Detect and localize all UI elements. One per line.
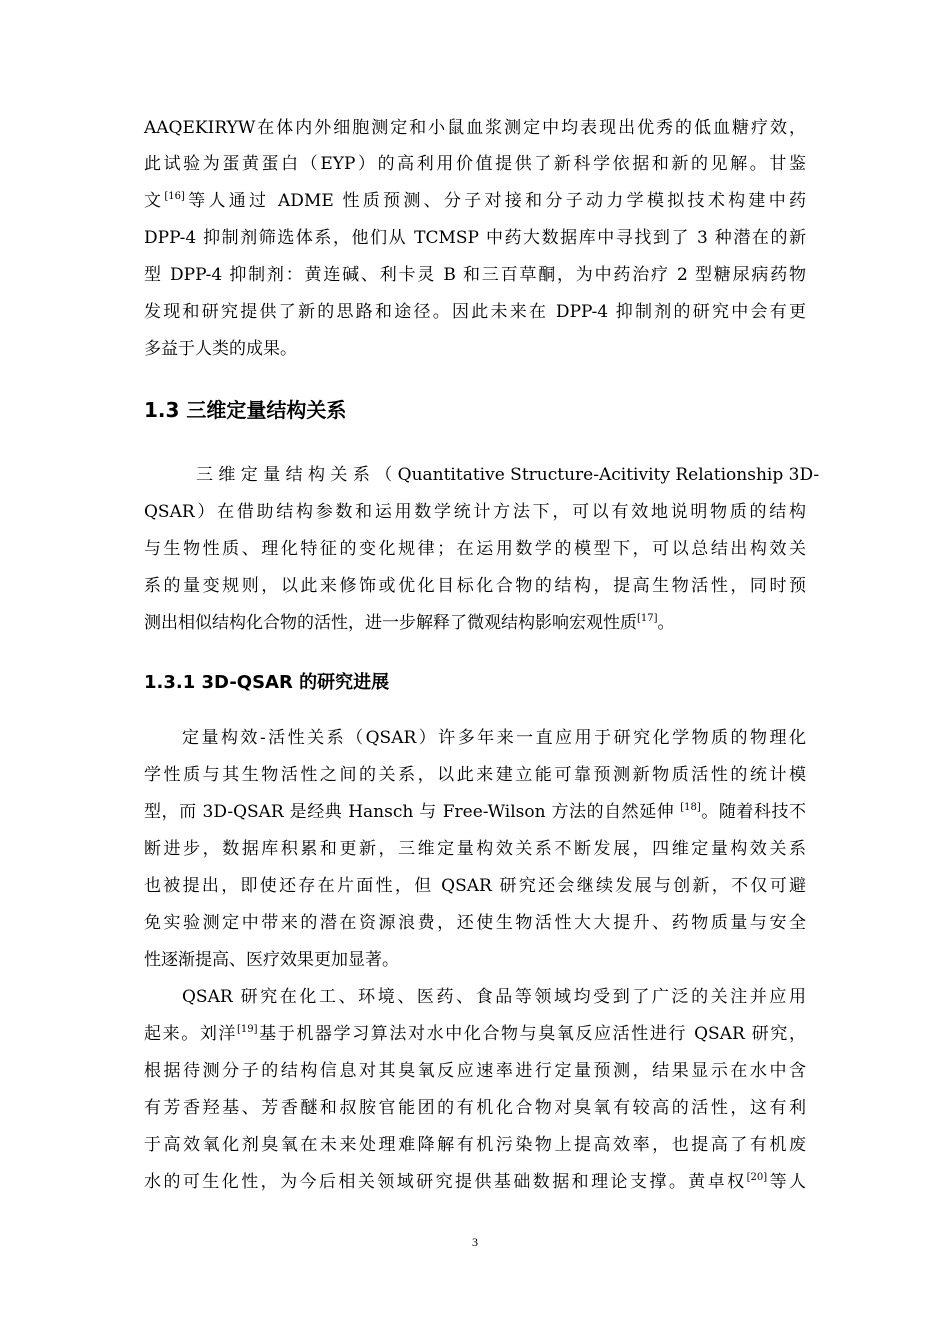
body-text-line: 断进步，数据库积累和更新，三维定量构效关系不断发展，四维定量构效关系 — [144, 839, 806, 859]
citation-ref: [19] — [237, 1024, 258, 1035]
body-text-line: 学性质与其生物活性之间的关系，以此来建立能可靠预测新物质活性的统计模 — [144, 765, 806, 785]
body-text-line: 发现和研究提供了新的思路和途径。因此未来在 DPP-4 抑制剂的研究中会有更 — [144, 302, 806, 322]
body-text-line: 也被提出，即使还存在片面性，但 QSAR 研究还会继续发展与创新，不仅可避 — [144, 876, 806, 896]
body-text-line: 多益于人类的成果。 — [144, 339, 297, 359]
body-text-fragment: 。 — [657, 613, 675, 633]
body-text-line: 定量构效-活性关系（QSAR）许多年来一直应用于研究化学物质的物理化 — [182, 728, 806, 748]
body-text-line: 系的量变规则，以此来修饰或优化目标化合物的结构，提高生物活性，同时预 — [144, 576, 806, 596]
body-text-line: QSAR 研究在化工、环境、医药、食品等领域均受到了广泛的关注并应用 — [182, 987, 806, 1007]
body-text-line: 三 维 定 量 结 构 关 系 （ Quantitative Structure-Acitivity Relationship 3D- — [196, 465, 820, 485]
body-text-line — [144, 611, 806, 635]
body-text-line — [144, 1022, 806, 1046]
citation-ref: [20] — [746, 1172, 768, 1183]
citation-ref: [18] — [680, 802, 701, 813]
body-text-fragment: 等人通过 ADME 性质预测、分子对接和分子动力学模拟技术构建中药 — [184, 191, 807, 211]
body-text-line — [144, 189, 806, 213]
body-text-line: DPP-4 抑制剂筛选体系，他们从 TCMSP 中药大数据库中寻找到了 3 种潜在的新 — [144, 228, 806, 248]
body-text-fragment: 起来。刘洋 — [144, 1024, 238, 1044]
body-text-line: AAQEKIRYW在体内外细胞测定和小鼠血浆测定中均表现出优秀的低血糖疗效， — [144, 118, 806, 138]
body-text-line: QSAR）在借助结构参数和运用数学统计方法下，可以有效地说明物质的结构 — [144, 502, 806, 522]
page-number: 3 — [472, 1235, 478, 1249]
body-text-fragment: 基于机器学习算法对水中化合物与臭氧反应活性进行 QSAR 研究， — [257, 1024, 806, 1044]
body-text-line: 性逐渐提高、医疗效果更加显著。 — [144, 950, 399, 970]
subsection-heading: 1.3.1 3D-QSAR 的研究进展 — [144, 672, 390, 693]
body-text-line: 根据待测分子的结构信息对其臭氧反应速率进行定量预测，结果显示在水中含 — [144, 1061, 806, 1081]
body-text-fragment: 等人 — [767, 1172, 807, 1192]
body-text-fragment: 测出相似结构化合物的活性，进一步解释了微观结构影响宏观性质 — [144, 613, 637, 633]
body-text-line: 与生物性质、理化特征的变化规律；在运用数学的模型下，可以总结出构效关 — [144, 539, 806, 559]
section-heading: 1.3 三维定量结构关系 — [144, 398, 347, 422]
body-text-fragment: 。随着科技不 — [700, 802, 806, 822]
body-text-line: 于高效氧化剂臭氧在未来处理难降解有机污染物上提高效率，也提高了有机废 — [144, 1135, 806, 1155]
citation-ref: [17] — [637, 613, 658, 624]
body-text-fragment: 文 — [144, 191, 165, 211]
citation-ref: [16] — [164, 191, 185, 202]
body-text-line — [144, 1170, 806, 1194]
body-text-fragment: 型，而 3D-QSAR 是经典 Hansch 与 Free-Wilson 方法的自然延伸 — [144, 802, 675, 822]
body-text-line: 型 DPP-4 抑制剂：黄连碱、利卡灵 B 和三百草酮，为中药治疗 2 型糖尿病药物 — [144, 265, 806, 285]
body-text-line — [144, 800, 806, 824]
body-text-fragment: 水的可生化性，为今后相关领域研究提供基础数据和理论支撑。黄卓权 — [144, 1172, 747, 1192]
body-text-line: 有芳香羟基、芳香醚和叔胺官能团的有机化合物对臭氧有较高的活性，这有利 — [144, 1098, 806, 1118]
body-text-line: 此试验为蛋黄蛋白（EYP）的高利用价值提供了新科学依据和新的见解。甘鉴 — [144, 154, 806, 174]
body-text-line: 免实验测定中带来的潜在资源浪费，还使生物活性大大提升、药物质量与安全 — [144, 913, 806, 933]
